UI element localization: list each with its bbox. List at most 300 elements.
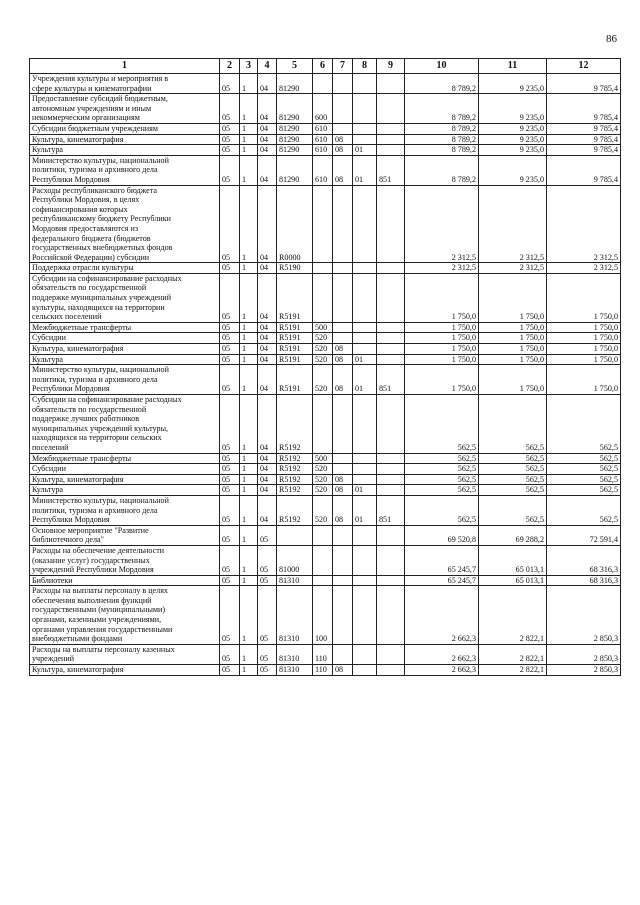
cell-name: Культура, кинематография <box>30 134 220 145</box>
cell-ministry <box>377 464 405 475</box>
cell-subsection <box>353 665 377 676</box>
cell-year-1: 2 312,5 <box>405 263 479 274</box>
cell-subprogram: 1 <box>240 395 258 454</box>
cell-activity: 04 <box>258 123 277 134</box>
column-header-program: 2 <box>220 59 240 74</box>
cell-expense-type: 500 <box>313 322 333 333</box>
column-header-expense-type: 6 <box>313 59 333 74</box>
cell-activity: 05 <box>258 586 277 645</box>
cell-year-3: 1 750,0 <box>547 354 621 365</box>
table-row <box>30 74 621 94</box>
cell-program: 05 <box>220 155 240 185</box>
cell-direction: R5191 <box>277 365 313 395</box>
cell-program: 05 <box>220 586 240 645</box>
cell-ministry <box>377 74 405 94</box>
cell-year-1: 8 789,2 <box>405 123 479 134</box>
table-row <box>30 273 621 322</box>
column-header-activity: 4 <box>258 59 277 74</box>
cell-expense-type <box>313 74 333 94</box>
cell-expense-type: 520 <box>313 485 333 496</box>
cell-year-2: 562,5 <box>479 495 547 525</box>
cell-program: 05 <box>220 395 240 454</box>
cell-year-3: 1 750,0 <box>547 365 621 395</box>
table-row <box>30 333 621 344</box>
cell-subsection <box>353 575 377 586</box>
cell-direction <box>277 525 313 545</box>
cell-expense-type <box>313 395 333 454</box>
cell-year-2: 1 750,0 <box>479 333 547 344</box>
cell-name: Межбюджетные трансферты <box>30 322 220 333</box>
cell-section <box>333 185 353 263</box>
cell-section <box>333 273 353 322</box>
table-row <box>30 344 621 355</box>
cell-activity: 04 <box>258 485 277 496</box>
cell-name: Культура, кинематография <box>30 344 220 355</box>
cell-expense-type <box>313 185 333 263</box>
cell-year-3: 1 750,0 <box>547 273 621 322</box>
cell-year-2: 9 235,0 <box>479 123 547 134</box>
cell-ministry <box>377 354 405 365</box>
cell-subsection <box>353 464 377 475</box>
cell-year-2: 1 750,0 <box>479 344 547 355</box>
cell-subprogram: 1 <box>240 134 258 145</box>
cell-activity: 04 <box>258 74 277 94</box>
cell-direction: R5192 <box>277 464 313 475</box>
cell-expense-type: 100 <box>313 586 333 645</box>
header-row <box>30 59 621 74</box>
cell-section: 08 <box>333 354 353 365</box>
cell-subprogram: 1 <box>240 155 258 185</box>
cell-ministry <box>377 545 405 575</box>
cell-direction: R5191 <box>277 354 313 365</box>
cell-subsection <box>353 525 377 545</box>
cell-year-2: 65 013,1 <box>479 575 547 586</box>
cell-ministry <box>377 586 405 645</box>
cell-subprogram: 1 <box>240 322 258 333</box>
cell-year-1: 8 789,2 <box>405 145 479 156</box>
table-row <box>30 94 621 124</box>
cell-expense-type: 520 <box>313 474 333 485</box>
cell-subprogram: 1 <box>240 464 258 475</box>
column-header-section: 7 <box>333 59 353 74</box>
table-row <box>30 123 621 134</box>
cell-program: 05 <box>220 145 240 156</box>
cell-ministry <box>377 94 405 124</box>
cell-direction: 81290 <box>277 94 313 124</box>
cell-year-3: 1 750,0 <box>547 344 621 355</box>
cell-ministry <box>377 145 405 156</box>
cell-expense-type: 520 <box>313 333 333 344</box>
cell-subsection <box>353 474 377 485</box>
cell-year-3: 9 785,4 <box>547 145 621 156</box>
cell-activity: 05 <box>258 525 277 545</box>
cell-direction: R5192 <box>277 453 313 464</box>
cell-ministry: 851 <box>377 495 405 525</box>
table-row <box>30 453 621 464</box>
cell-section <box>333 94 353 124</box>
cell-year-2: 562,5 <box>479 485 547 496</box>
cell-program: 05 <box>220 575 240 586</box>
cell-ministry <box>377 333 405 344</box>
cell-subsection <box>353 263 377 274</box>
cell-subprogram: 1 <box>240 474 258 485</box>
cell-direction: R5191 <box>277 322 313 333</box>
cell-direction: R5190 <box>277 263 313 274</box>
cell-subprogram: 1 <box>240 644 258 664</box>
cell-direction: R5192 <box>277 474 313 485</box>
cell-subprogram: 1 <box>240 354 258 365</box>
cell-direction: R5192 <box>277 485 313 496</box>
cell-year-2: 1 750,0 <box>479 365 547 395</box>
cell-subprogram: 1 <box>240 575 258 586</box>
cell-program: 05 <box>220 134 240 145</box>
cell-activity: 04 <box>258 495 277 525</box>
cell-program: 05 <box>220 94 240 124</box>
cell-name: Предоставление субсидий бюджетным, автономным учреждениям и иным некоммерческим организациям <box>30 94 220 124</box>
table-row <box>30 545 621 575</box>
cell-direction: 81310 <box>277 586 313 645</box>
page-number: 86 <box>606 33 617 45</box>
cell-activity: 04 <box>258 333 277 344</box>
cell-name: Расходы на выплаты персоналу казенных учреждений <box>30 644 220 664</box>
cell-activity: 04 <box>258 464 277 475</box>
cell-year-3: 9 785,4 <box>547 134 621 145</box>
cell-year-1: 65 245,7 <box>405 575 479 586</box>
cell-year-1: 65 245,7 <box>405 545 479 575</box>
cell-expense-type: 520 <box>313 344 333 355</box>
cell-ministry <box>377 575 405 586</box>
cell-section <box>333 395 353 454</box>
cell-ministry <box>377 322 405 333</box>
cell-program: 05 <box>220 474 240 485</box>
cell-year-1: 2 662,3 <box>405 586 479 645</box>
cell-expense-type: 600 <box>313 94 333 124</box>
cell-expense-type: 610 <box>313 134 333 145</box>
cell-direction: R5192 <box>277 395 313 454</box>
cell-year-2: 2 312,5 <box>479 185 547 263</box>
table-row <box>30 263 621 274</box>
cell-subsection <box>353 74 377 94</box>
cell-year-3: 9 785,4 <box>547 155 621 185</box>
cell-name: Межбюджетные трансферты <box>30 453 220 464</box>
cell-activity: 04 <box>258 453 277 464</box>
cell-expense-type: 610 <box>313 123 333 134</box>
cell-year-3: 72 591,4 <box>547 525 621 545</box>
column-header-name: 1 <box>30 59 220 74</box>
cell-ministry <box>377 485 405 496</box>
cell-name: Культура <box>30 145 220 156</box>
cell-direction: 81290 <box>277 145 313 156</box>
cell-year-2: 2 822,1 <box>479 665 547 676</box>
cell-subsection <box>353 545 377 575</box>
cell-year-2: 9 235,0 <box>479 145 547 156</box>
cell-ministry <box>377 644 405 664</box>
cell-year-1: 562,5 <box>405 474 479 485</box>
cell-activity: 04 <box>258 354 277 365</box>
cell-activity: 04 <box>258 155 277 185</box>
cell-direction: 81310 <box>277 665 313 676</box>
cell-program: 05 <box>220 344 240 355</box>
cell-program: 05 <box>220 333 240 344</box>
cell-year-2: 2 822,1 <box>479 644 547 664</box>
column-header-direction: 5 <box>277 59 313 74</box>
cell-expense-type: 520 <box>313 495 333 525</box>
cell-year-2: 2 312,5 <box>479 263 547 274</box>
cell-year-2: 1 750,0 <box>479 322 547 333</box>
cell-section <box>333 322 353 333</box>
cell-program: 05 <box>220 464 240 475</box>
cell-expense-type: 610 <box>313 145 333 156</box>
cell-year-3: 562,5 <box>547 495 621 525</box>
cell-subsection <box>353 134 377 145</box>
cell-year-3: 2 850,3 <box>547 644 621 664</box>
cell-name: Министерство культуры, национальной политики, туризма и архивного дела Республики Мордовия <box>30 495 220 525</box>
cell-subprogram: 1 <box>240 485 258 496</box>
cell-expense-type <box>313 545 333 575</box>
cell-year-1: 562,5 <box>405 453 479 464</box>
cell-program: 05 <box>220 644 240 664</box>
cell-ministry <box>377 134 405 145</box>
cell-year-2: 1 750,0 <box>479 354 547 365</box>
cell-year-3: 68 316,3 <box>547 545 621 575</box>
table-row <box>30 155 621 185</box>
table-row <box>30 575 621 586</box>
cell-subprogram: 1 <box>240 185 258 263</box>
cell-year-2: 9 235,0 <box>479 134 547 145</box>
cell-year-1: 562,5 <box>405 464 479 475</box>
table-row <box>30 464 621 475</box>
cell-year-2: 9 235,0 <box>479 155 547 185</box>
cell-expense-type: 520 <box>313 464 333 475</box>
cell-expense-type <box>313 263 333 274</box>
cell-year-2: 9 235,0 <box>479 74 547 94</box>
cell-subsection <box>353 586 377 645</box>
cell-subsection: 01 <box>353 354 377 365</box>
cell-section <box>333 263 353 274</box>
cell-subsection: 01 <box>353 155 377 185</box>
cell-section <box>333 453 353 464</box>
cell-section <box>333 464 353 475</box>
cell-ministry <box>377 185 405 263</box>
cell-subprogram: 1 <box>240 495 258 525</box>
table-row <box>30 395 621 454</box>
cell-ministry: 851 <box>377 155 405 185</box>
cell-activity: 05 <box>258 575 277 586</box>
cell-direction: R5191 <box>277 273 313 322</box>
table-row <box>30 474 621 485</box>
cell-year-3: 562,5 <box>547 485 621 496</box>
table-row <box>30 322 621 333</box>
cell-subsection <box>353 185 377 263</box>
cell-section <box>333 644 353 664</box>
cell-direction: 81290 <box>277 123 313 134</box>
cell-section: 08 <box>333 665 353 676</box>
table-body <box>30 74 621 676</box>
cell-year-1: 2 662,3 <box>405 644 479 664</box>
cell-year-3: 562,5 <box>547 474 621 485</box>
cell-activity: 04 <box>258 94 277 124</box>
cell-section <box>333 525 353 545</box>
cell-section <box>333 575 353 586</box>
cell-year-3: 562,5 <box>547 453 621 464</box>
table-row <box>30 495 621 525</box>
cell-year-3: 562,5 <box>547 395 621 454</box>
cell-direction: R5192 <box>277 495 313 525</box>
cell-year-2: 562,5 <box>479 474 547 485</box>
cell-expense-type <box>313 525 333 545</box>
cell-program: 05 <box>220 185 240 263</box>
table-row <box>30 354 621 365</box>
cell-activity: 05 <box>258 644 277 664</box>
cell-year-3: 9 785,4 <box>547 94 621 124</box>
cell-direction: 81310 <box>277 575 313 586</box>
cell-year-1: 8 789,2 <box>405 134 479 145</box>
cell-program: 05 <box>220 322 240 333</box>
cell-name: Расходы республиканского бюджета Республики Мордовия, в целях софинансирования которых республиканскому бюджету Республики Мордовия предоставляются из федерального бюджета (бюджетов государственных внебюджетных фондов Российской Федерации) субсидии <box>30 185 220 263</box>
cell-year-1: 562,5 <box>405 485 479 496</box>
cell-activity: 04 <box>258 273 277 322</box>
cell-name: Поддержка отрасли культуры <box>30 263 220 274</box>
cell-year-2: 562,5 <box>479 464 547 475</box>
cell-ministry: 851 <box>377 365 405 395</box>
cell-direction: 81310 <box>277 644 313 664</box>
cell-program: 05 <box>220 123 240 134</box>
cell-year-2: 65 013,1 <box>479 545 547 575</box>
cell-expense-type: 110 <box>313 665 333 676</box>
cell-program: 05 <box>220 525 240 545</box>
cell-subsection <box>353 344 377 355</box>
cell-direction: R0000 <box>277 185 313 263</box>
cell-name: Субсидии <box>30 333 220 344</box>
cell-ministry <box>377 525 405 545</box>
cell-section: 08 <box>333 145 353 156</box>
cell-year-2: 2 822,1 <box>479 586 547 645</box>
cell-activity: 05 <box>258 665 277 676</box>
cell-subprogram: 1 <box>240 665 258 676</box>
cell-section: 08 <box>333 474 353 485</box>
cell-year-1: 2 662,3 <box>405 665 479 676</box>
cell-year-3: 562,5 <box>547 464 621 475</box>
column-header-subprogram: 3 <box>240 59 258 74</box>
cell-subsection: 01 <box>353 485 377 496</box>
cell-activity: 04 <box>258 474 277 485</box>
cell-program: 05 <box>220 74 240 94</box>
cell-direction: 81000 <box>277 545 313 575</box>
cell-ministry <box>377 395 405 454</box>
cell-subsection: 01 <box>353 365 377 395</box>
cell-subsection <box>353 333 377 344</box>
cell-subsection <box>353 322 377 333</box>
cell-subprogram: 1 <box>240 273 258 322</box>
cell-ministry <box>377 665 405 676</box>
cell-ministry <box>377 123 405 134</box>
cell-subprogram: 1 <box>240 545 258 575</box>
cell-subprogram: 1 <box>240 525 258 545</box>
cell-subsection: 01 <box>353 495 377 525</box>
cell-activity: 04 <box>258 365 277 395</box>
cell-name: Культура, кинематография <box>30 665 220 676</box>
table-header <box>30 59 621 74</box>
cell-subsection <box>353 395 377 454</box>
cell-section <box>333 333 353 344</box>
cell-direction: 81290 <box>277 134 313 145</box>
cell-subprogram: 1 <box>240 586 258 645</box>
cell-name: Субсидии <box>30 464 220 475</box>
cell-expense-type: 610 <box>313 155 333 185</box>
cell-expense-type: 520 <box>313 365 333 395</box>
cell-year-1: 1 750,0 <box>405 354 479 365</box>
cell-year-3: 2 312,5 <box>547 263 621 274</box>
cell-year-3: 2 850,3 <box>547 586 621 645</box>
table-row <box>30 145 621 156</box>
cell-year-1: 1 750,0 <box>405 333 479 344</box>
cell-year-1: 1 750,0 <box>405 322 479 333</box>
cell-program: 05 <box>220 453 240 464</box>
cell-name: Субсидии на софинансирование расходных обязательств по государственной поддержке лучших работников муниципальных учреждений культуры, находящихся на территории сельских поселений <box>30 395 220 454</box>
table-row <box>30 586 621 645</box>
cell-year-1: 8 789,2 <box>405 155 479 185</box>
cell-year-1: 1 750,0 <box>405 365 479 395</box>
cell-expense-type: 520 <box>313 354 333 365</box>
cell-subprogram: 1 <box>240 344 258 355</box>
cell-direction: 81290 <box>277 74 313 94</box>
cell-section: 08 <box>333 134 353 145</box>
cell-subsection <box>353 94 377 124</box>
cell-name: Субсидии бюджетным учреждениям <box>30 123 220 134</box>
cell-year-2: 562,5 <box>479 395 547 454</box>
cell-subprogram: 1 <box>240 145 258 156</box>
cell-year-2: 9 235,0 <box>479 94 547 124</box>
cell-name: Культура <box>30 354 220 365</box>
cell-ministry <box>377 273 405 322</box>
cell-subprogram: 1 <box>240 123 258 134</box>
cell-subprogram: 1 <box>240 333 258 344</box>
cell-program: 05 <box>220 545 240 575</box>
column-header-year-1: 10 <box>405 59 479 74</box>
cell-ministry <box>377 474 405 485</box>
cell-name: Министерство культуры, национальной политики, туризма и архивного дела Республики Мордовия <box>30 155 220 185</box>
cell-section <box>333 74 353 94</box>
table-row <box>30 185 621 263</box>
cell-year-3: 68 316,3 <box>547 575 621 586</box>
cell-name: Субсидии на софинансирование расходных обязательств по государственной поддержке муниципальных учреждений культуры, находящихся на территории сельских поселений <box>30 273 220 322</box>
cell-section <box>333 586 353 645</box>
cell-year-3: 2 312,5 <box>547 185 621 263</box>
cell-expense-type: 110 <box>313 644 333 664</box>
cell-subprogram: 1 <box>240 365 258 395</box>
column-header-ministry: 9 <box>377 59 405 74</box>
cell-name: Расходы на обеспечение деятельности (оказание услуг) государственных учреждений Республики Мордовия <box>30 545 220 575</box>
cell-program: 05 <box>220 485 240 496</box>
cell-name: Библиотеки <box>30 575 220 586</box>
cell-program: 05 <box>220 354 240 365</box>
cell-section: 08 <box>333 495 353 525</box>
cell-year-3: 1 750,0 <box>547 333 621 344</box>
column-header-subsection: 8 <box>353 59 377 74</box>
cell-activity: 04 <box>258 344 277 355</box>
cell-expense-type <box>313 575 333 586</box>
cell-activity: 04 <box>258 263 277 274</box>
cell-direction: 81290 <box>277 155 313 185</box>
cell-subprogram: 1 <box>240 453 258 464</box>
cell-name: Основное мероприятие "Развитие библиотечного дела" <box>30 525 220 545</box>
cell-year-1: 8 789,2 <box>405 94 479 124</box>
cell-subsection <box>353 273 377 322</box>
cell-activity: 04 <box>258 134 277 145</box>
cell-year-1: 2 312,5 <box>405 185 479 263</box>
cell-year-2: 69 288,2 <box>479 525 547 545</box>
cell-year-1: 562,5 <box>405 395 479 454</box>
